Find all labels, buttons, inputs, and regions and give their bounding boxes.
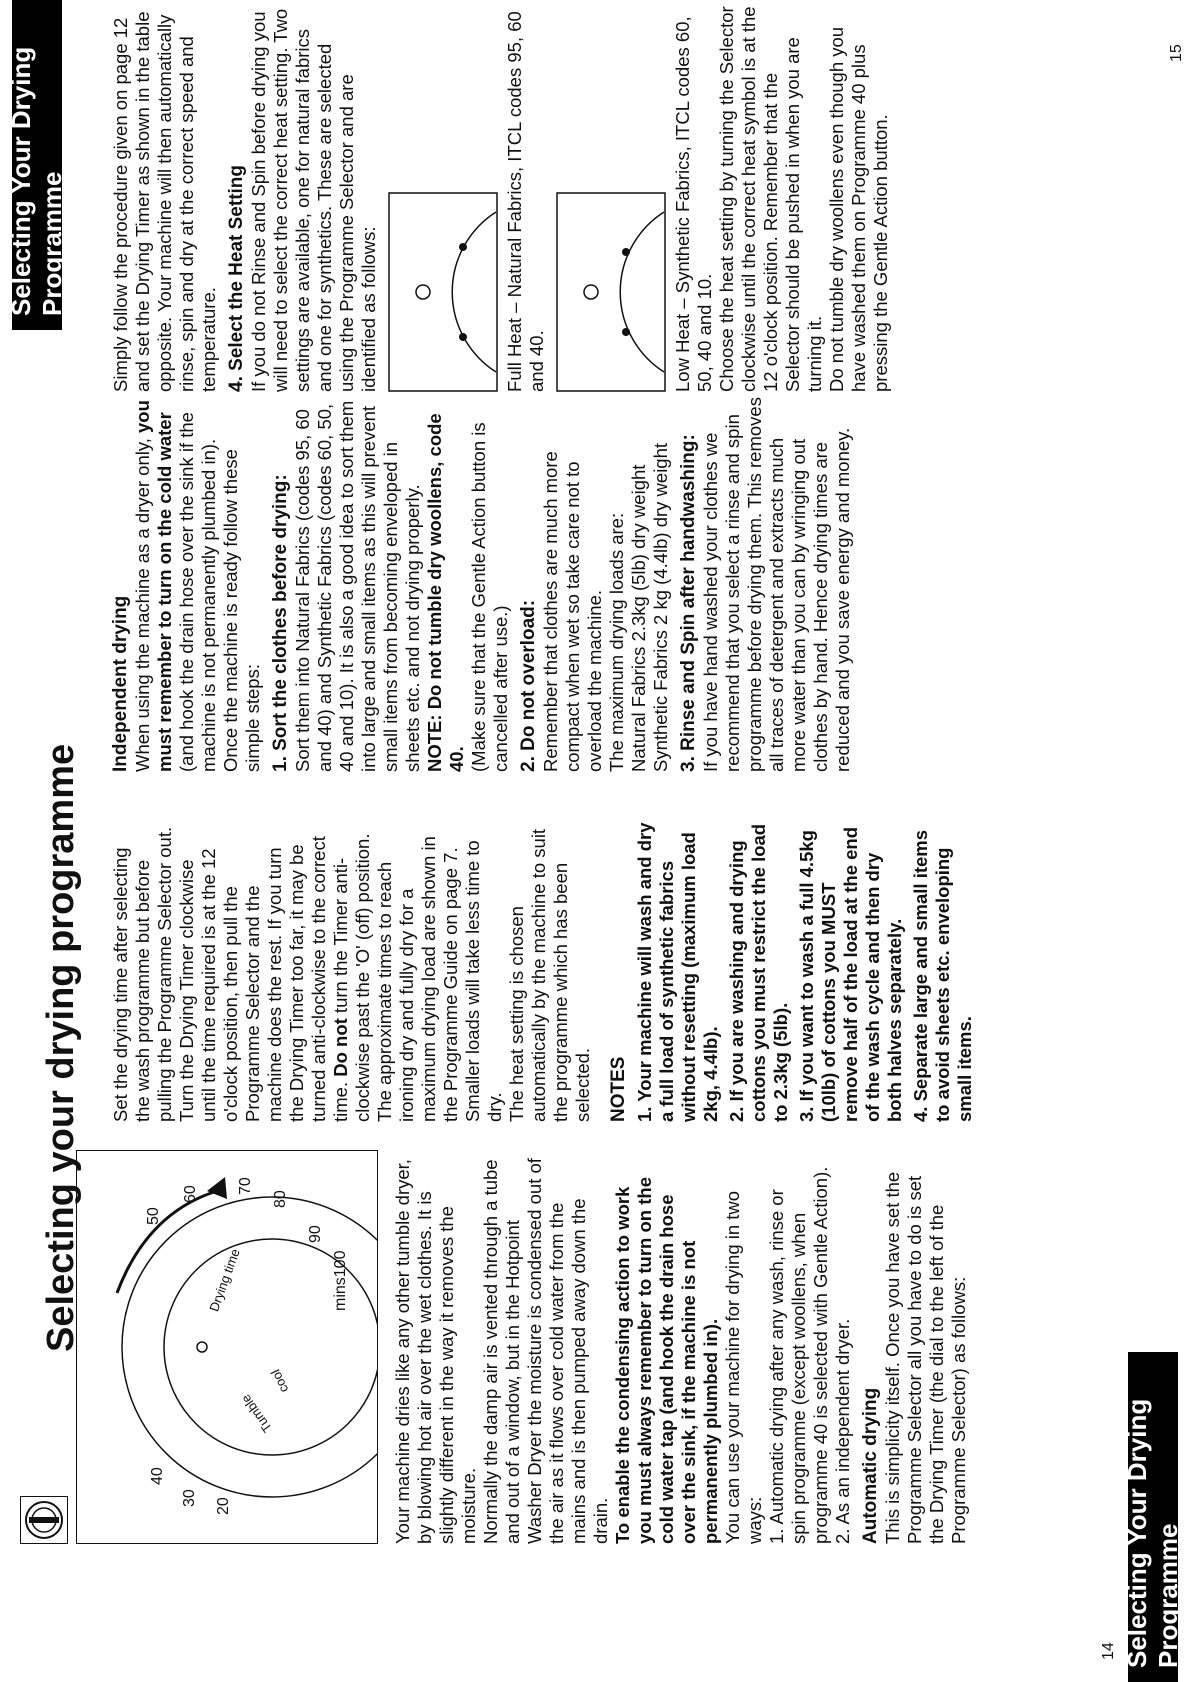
dial-label-tumble: Tumble — [238, 1391, 275, 1436]
note-3: 3. If you want to wash a full 4.5kg (10lb) of cottons you MUST remove half of the load at the end of the wash cycle and then dry both halves separately. — [796, 826, 905, 1122]
way-2: 2. As an independent dryer. — [832, 1318, 853, 1544]
woollens-warning: Do not tumble dry woollens even though you have washed them on Programme 40 plus pressing the Gentle Action button. — [826, 26, 891, 392]
automatic-drying-heading: Automatic drying — [860, 1387, 881, 1544]
left-column-1 — [392, 1152, 970, 1544]
dial-label-mins100: mins100 — [332, 1250, 349, 1311]
dial-label-20: 20 — [215, 1497, 232, 1515]
way-1-code: 40 — [810, 1423, 831, 1445]
dial-label-cool: cool — [267, 1367, 292, 1396]
low-heat-dial-icon — [556, 192, 666, 392]
notes-heading: NOTES — [608, 1056, 629, 1122]
timer-instructions-a: Set the drying time after selecting the wash programme but before pulling the Programme Selector out. Turn the Drying Timer clockwise until the time required is at the 12 o'clock position, then pull the Programme Selector and the machine does the rest. If you turn the Drying Timer too far, it may be turned anti-clockwise to the correct time. — [110, 826, 351, 1122]
heat-setting-auto: The heat setting is chosen automatically by the machine to suit the programme which has been selected. — [506, 828, 593, 1122]
timer-instructions — [110, 822, 374, 1122]
full-heat-dial-icon — [388, 192, 498, 392]
dial-label-50: 50 — [145, 1207, 162, 1225]
condensing-warning: To enable the condensing action to work you must always remember to turn on the cold water tap (and hook the drain hose over the sink, if the machine is not permanently plumbed in). — [612, 1177, 721, 1544]
drying-timer-diagram — [76, 1150, 378, 1544]
way-1-text: 1. Automatic drying after any wash, rinse or spin programme (except woollens, when programme — [766, 1189, 831, 1544]
ways-intro: You can use your machine for drying in two ways: — [722, 1190, 765, 1544]
dial-label-30: 30 — [181, 1489, 198, 1507]
low-heat-codes: Low Heat – Synthetic Fabrics, ITCL codes 60, 50, 40 and 10. — [672, 16, 715, 392]
step-3-text: If you have hand washed your clothes we recommend that you select a rinse and spin programme before drying them. This removes all traces of detergent and extracts much more water than you can by wringing out clothes by hand. Hence drying times are reduced and you save energy and money. — [700, 397, 853, 772]
dial-label-70: 70 — [237, 1177, 254, 1195]
independent-drying-text — [132, 397, 220, 772]
step-1-note-text: (Make sure that the Gentle Action button is cancelled after use.) — [468, 422, 511, 772]
step-2-heading: 2. Do not overload: — [518, 599, 539, 772]
right-page-number: 15 — [1168, 44, 1185, 62]
left-column-2 — [110, 822, 976, 1122]
step-3-heading: 3. Rinse and Spin after handwashing: — [678, 434, 699, 772]
right-tab-bar — [6, 0, 67, 330]
dial-label-60: 60 — [182, 1185, 199, 1203]
step-4-text: If you do not Rinse and Spin before drying you will need to select the correct heat setting. Two settings are available, one for natural fabrics and one for synthetics. These are selected using the Programme Selector and are identified as follows: — [248, 8, 379, 392]
automatic-drying-text: This is simplicity itself. Once you have set the Programme Selector all you have to do is set the Drying Timer (the dial to the left of the Programme Selector) as follows: — [882, 1171, 969, 1544]
timer-badge-icon — [21, 1497, 67, 1543]
way-1 — [766, 1152, 832, 1544]
step-2-natural: Natural Fabrics 2.3kg (5lb) dry weight — [628, 464, 649, 772]
independent-drying-bold: you must remember to turn on the cold water — [132, 400, 175, 772]
approximate-times: The approximate times to reach ironing dry and fully dry for a maximum drying load are shown in the Programme Guide on page 7. Smaller loads will take less time to dry. — [374, 836, 505, 1122]
left-tab-bar — [1122, 1352, 1183, 1682]
drying-timer-dial — [77, 1151, 377, 1543]
timer-instructions-bold: Do not — [330, 1018, 351, 1077]
independent-drying-a: When using the machine as a dryer only, — [132, 438, 153, 772]
notes-list — [634, 822, 976, 1122]
drying-timer-badge — [20, 1496, 68, 1544]
rinse-spin-procedure: Simply follow the procedure given on page 12 and set the Drying Timer as shown in the table opposite. Your machine will then automatically rinse, spin and dry at the correct speed and temperature. — [110, 11, 219, 392]
step-1-note: NOTE: Do not tumble dry woollens, code 40. — [424, 413, 467, 772]
dial-label-90: 90 — [307, 1225, 324, 1243]
left-page-number: 14 — [1100, 1642, 1117, 1660]
intro-paragraph-2: Normally the damp air is vented through a tube and out of a window, but in the Hotpoint Washer Dryer the moisture is condensed out of the air as it flows over cold water from the mains and is then pumped away down the drain. — [480, 1158, 611, 1544]
independent-drying-steps-intro: Once the machine is ready follow these simple steps: — [220, 449, 263, 772]
right-column-2 — [110, 2, 892, 392]
right-tab-label: Selecting Your Drying Programme — [6, 46, 67, 316]
note-2: 2. If you are washing and drying cottons you must restrict the load to 2.3kg (5lb). — [726, 823, 791, 1122]
step-1-text: Sort them into Natural Fabrics (codes 95, 60 and 40) and Synthetic Fabrics (codes 60, 50, 40 and 10). It is also a good idea to sort them into large and small items as this will prevent small items from becoming enveloped in sheets etc. and not drying properly. — [292, 400, 423, 772]
full-heat-codes: Full Heat – Natural Fabrics, ITCL codes 95, 60 and 40. — [504, 11, 547, 392]
left-tab-label: Selecting Your Drying Programme — [1122, 1398, 1183, 1668]
timer-instructions-b: turn the Timer anti-clockwise past the 'O' (off) position. — [330, 833, 373, 1122]
note-1: 1. Your machine will wash and dry a full load of synthetic fabrics without resetting (maximum load 2kg, 4.4lb). — [634, 822, 721, 1122]
note-4: 4. Separate large and small items to avoid sheets etc. enveloping small items. — [910, 829, 975, 1122]
step-1-heading: 1. Sort the clothes before drying: — [270, 474, 291, 772]
right-column-1 — [110, 397, 854, 772]
intro-paragraph-1: Your machine dries like any other tumble dryer, by blowing hot air over the wet clothes. It is slightly different in the way it removes the moisture. — [392, 1159, 479, 1544]
independent-drying-heading: Independent drying — [110, 595, 131, 772]
full-heat-selector-diagram — [388, 2, 500, 392]
step-2-text: Remember that clothes are much more compact when wet so take care not to overload the machine. — [540, 451, 605, 772]
left-page-title: Selecting your drying programme — [40, 743, 82, 1352]
step-2-loads: The maximum drying loads are: — [606, 512, 627, 772]
dial-label-80: 80 — [272, 1190, 289, 1208]
step-2-synthetic: Synthetic Fabrics 2 kg (4.4lb) dry weight — [650, 442, 671, 772]
choose-heat-setting-text: Choose the heat setting by turning the Selector clockwise until the correct heat symbol is at the 12 o'clock position. Remember that the Selector should be pushed in when you are turning it. — [716, 6, 825, 392]
way-1-end: is selected with Gentle Action). — [810, 1166, 831, 1419]
low-heat-selector-diagram — [556, 2, 668, 392]
independent-drying-b: (and hook the drain hose over the sink if the machine is not permanently plumbed in). — [176, 412, 219, 772]
dial-label-drying-time: Drying time — [206, 1246, 243, 1314]
step-4-heading: 4. Select the Heat Setting — [226, 164, 247, 392]
dial-label-40: 40 — [149, 1467, 166, 1485]
